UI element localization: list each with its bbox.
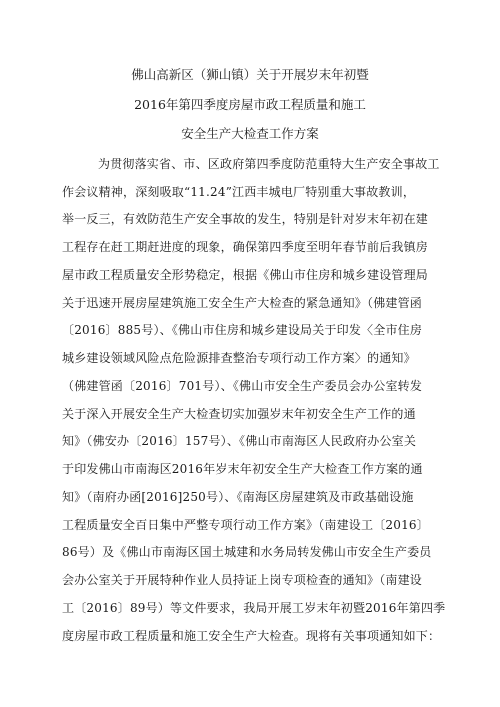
body-line-9: （佛建管函〔2016〕701号）、《佛山市安全生产委员会办公室转发 — [62, 379, 423, 393]
body-line-3: 举一反三，有效防范生产安全事故的发生，特别是针对岁末年初在建 — [62, 212, 429, 226]
body-line-12: 于印发佛山市南海区2016年岁末年初安全生产大检查工作方案的通 — [62, 462, 423, 476]
document-title-line-1: 佛山高新区（狮山镇）关于开展岁末年初暨 — [131, 67, 369, 82]
body-line-4: 工程存在赶工期赶进度的现象，确保第四季度至明年春节前后我镇房 — [62, 240, 429, 254]
body-line-10: 关于深入开展安全生产大检查切实加强岁末年初安全生产工作的通 — [62, 407, 416, 421]
body-line-14: 工程质量安全百日集中严整专项行动工作方案》（南建设工〔2016〕 — [62, 518, 429, 532]
body-line-7: 〔2016〕885号）、《佛山市住房和城乡建设局关于印发〈全市住房 — [62, 323, 423, 337]
document-title-line-3: 安全生产大检查工作方案 — [181, 126, 319, 141]
body-line-5: 屋市政工程质量安全形势稳定，根据《佛山市住房和城乡建设管理局 — [62, 268, 429, 282]
body-line-17: 工〔2016〕89号）等文件要求，我局开展工岁末年初暨2016年第四季 — [62, 601, 446, 615]
document-title-line-2: 2016年第四季度房屋市政工程质量和施工 — [134, 97, 366, 112]
body-line-16: 会办公室关于开展特种作业人员持证上岗专项检查的通知》（南建设 — [62, 573, 423, 587]
body-line-18: 度房屋市政工程质量和施工安全生产大检查。现将有关事项通知如下： — [62, 629, 441, 643]
body-line-13: 知》（南府办函[2016]250号）、《南海区房屋建筑及市政基础设施 — [62, 490, 414, 504]
body-line-1: 为贯彻落实省、市、区政府第四季度防范重特大生产安全事故工 — [98, 157, 440, 171]
body-line-6: 关于迅速开展房屋建筑施工安全生产大检查的紧急通知》（佛建管函 — [62, 296, 423, 310]
body-line-15: 86号）及《佛山市南海区国土城建和水务局转发佛山市安全生产委员 — [62, 545, 432, 559]
body-line-2: 作会议精神，深刻吸取“11.24”江西丰城电厂特别重大事故教训， — [62, 185, 416, 199]
body-line-8: 城乡建设领域风险点危险源排查整治专项行动工作方案〉的通知》 — [62, 351, 416, 365]
body-line-11: 知》（佛安办〔2016〕157号）、《佛山市南海区人民政府办公室关 — [62, 434, 417, 448]
